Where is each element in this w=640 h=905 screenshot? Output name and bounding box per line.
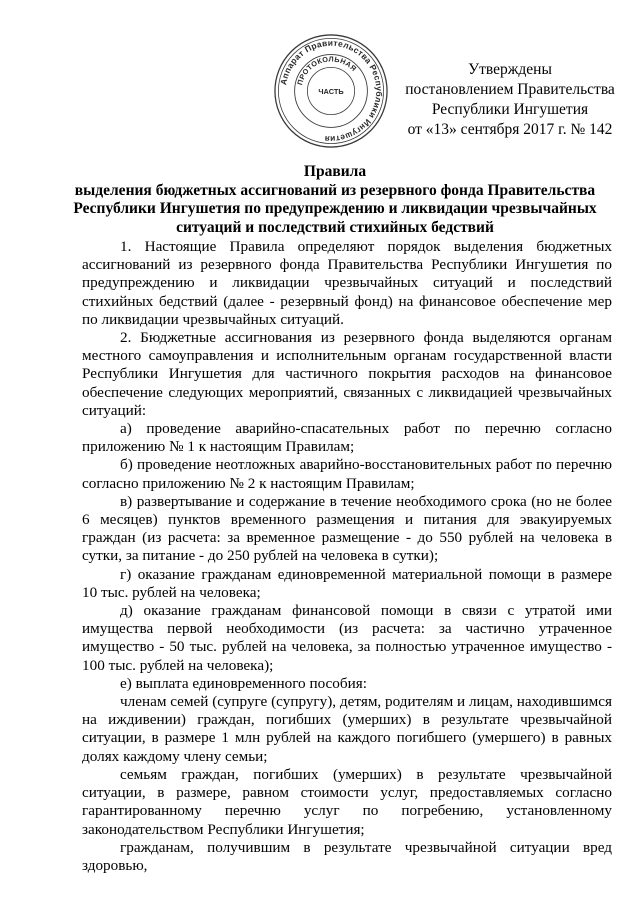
paragraph: членам семей (супруге (супругу), детям, родителям и лицам, находившимся на иждивении) граждан, погибших (умерших) в результате чрезвычайной ситуации, в размере 1 млн рублей на каждого погибшего (умершего) в равных долях каждому члену семьи; [82,693,612,765]
paragraph: д) оказание гражданам финансовой помощи в связи с утратой ими имущества первой необходимости (из расчета: за частично утраченное имущество - 50 тыс. рублей на человека, за полностью утраченное имущество - 100 тыс. рублей на человека); [82,602,612,674]
paragraph: семьям граждан, погибших (умерших) в результате чрезвычайной ситуации, в размере, равном стоимости услуг, предоставляемых согласно гарантированному перечню услуг по погребению, установленному законодательством Республики Ингушетия; [82,765,612,838]
stamp-center-text: ЧАСТЬ [318,86,344,96]
paragraph: гражданам, получившим в результате чрезвычайной ситуации вред здоровью, [82,838,612,874]
stamp-middle-text: ПРОТОКОЛЬНАЯ [295,54,359,87]
approval-line: от «13» сентября 2017 г. № 142 [407,121,613,138]
title-line: Республики Ингушетия по предупреждению и ликвидации чрезвычайных [73,200,597,217]
approval-line: Республики Ингушетия [431,101,589,118]
paragraph: 1. Настоящие Правила определяют порядок выделения бюджетных ассигнований из резервного фонда Правительства Республики Ингушетия по предупреждению и ликвидации чрезвычайных ситуаций и последствий стихийных бедствий (далее - резервный фонд) на финансовое обеспечение мер по ликвидации чрезвычайных ситуаций. [82,238,612,328]
paragraph: б) проведение неотложных аварийно-восстановительных работ по перечню согласно приложению № 2 к настоящим Правилам; [82,456,612,492]
official-stamp [272,32,390,150]
approval-line: Утверждены [468,61,552,78]
title-line: Правила [303,163,367,180]
document-title [70,163,600,237]
stamp-outer-text: Аппарат Правительства Республики Ингушетия [278,37,385,145]
paragraph: е) выплата единовременного пособия: [120,674,367,692]
paragraph: г) оказание гражданам единовременной материальной помощи в размере 10 тыс. рублей на человека; [82,565,612,601]
approval-block [380,60,640,140]
paragraph: а) проведение аварийно-спасательных работ по перечню согласно приложению № 1 к настоящим Правилам; [82,420,612,456]
paragraph: 2. Бюджетные ассигнования из резервного фонда выделяются органам местного самоуправления и исполнительным органам государственной власти Республики Ингушетия для частичного покрытия расходов на финансовое обеспечение следующих мероприятий, связанных с ликвидацией чрезвычайных ситуаций: [82,329,612,419]
paragraph: в) развертывание и содержание в течение необходимого срока (но не более 6 месяцев) пунктов временного размещения и питания для эвакуируемых граждан (из расчета: за временное размещение - до 550 рублей на человека в сутки, за питание - до 250 рублей на человека в сутки); [82,492,612,565]
title-line: ситуаций и последствий стихийных бедствий [176,218,494,236]
approval-line: постановлением Правительства [405,81,615,98]
title-line: выделения бюджетных ассигнований из резервного фонда Правительства [74,181,596,199]
document-body [82,238,612,875]
